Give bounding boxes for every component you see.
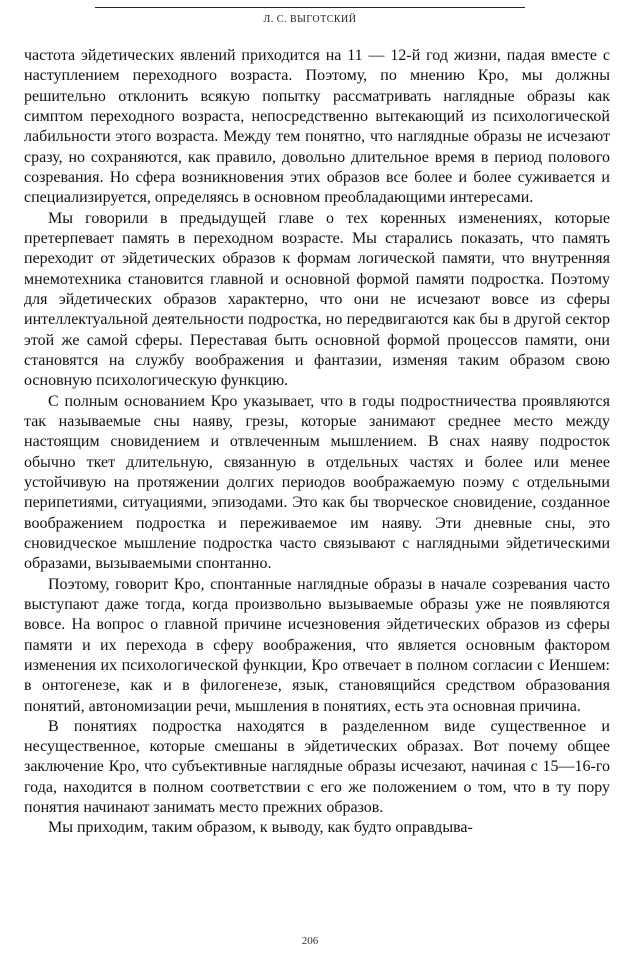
paragraph: Мы говорили в предыдущей главе о тех коренных изменениях, которые претерпевает память в переходном возрасте. Мы старались показать, что память переходит от эйдетических образов к формам логической памяти, что внутренняя мнемотехника становится главной и основной формой памяти подростка. Поэтому для эйдетических образов характерно, что они не исчезают вовсе из сферы интеллектуальной деятельности подростка, но передвигаются как бы в другой сектор этой же самой сферы. Переставая быть основной формой процессов памяти, они становятся на службу воображения и фантазии, изменяя таким образом свою основную психологическую функцию. — [24, 209, 610, 390]
body-text — [24, 46, 610, 839]
paragraph: Мы приходим, таким образом, к выводу, как будто оправдыва- — [48, 819, 473, 837]
paragraph: частота эйдетических явлений приходится на 11 — 12-й год жизни, падая вместе с наступлением переходного возраста. Поэтому, по мнению Кро, мы должны решительно отклонить всякую попытку рассматривать наглядные образы как симптом переходного возраста, непосредственно вытекающий из психологической лабильности этого возраста. Между тем понятно, что наглядные образы не исчезают сразу, но сохраняются, как правило, довольно длительное время в период полового созревания. Но сфера возникновения этих образов все более и более суживается и специализируется, определяясь в основном преобладающими интересами. — [24, 47, 610, 207]
page-number: 206 — [301, 935, 319, 947]
running-head: Л. С. ВЫГОТСКИЙ — [263, 14, 357, 25]
paragraph: С полным основанием Кро указывает, что в годы подростничества проявляются так называемые сны наяву, грезы, которые занимают среднее место между настоящим сновидением и отвлеченным мышлением. В снах наяву подросток обычно ткет длительную, связанную в отдельных частях и более или менее устойчивую на протяжении долгих периодов воображаемую поэму с отдельными перипетиями, ситуациями, эпизодами. Это как бы творческое сновидение, созданное воображением подростка и переживаемое им наяву. Эти дневные сны, это сновидческое мышление подростка часто связывают с наглядными эйдетическими образами, вызываемыми спонтанно. — [24, 392, 610, 573]
paragraph: Поэтому, говорит Кро, спонтанные наглядные образы в начале созревания часто выступают даже тогда, когда произвольно вызываемые образы уже не появляются вовсе. На вопрос о главной причине исчезновения эйдетических образов из сферы памяти и их перехода в сферу воображения, что является основным фактором изменения их психологической функции, Кро отвечает в полном согласии с Иеншем: в онтогенезе, как и в филогенезе, язык, становящийся средством образования понятий, автономизации речи, мышления в понятиях, есть эта основная причина. — [24, 575, 610, 715]
header-rule — [95, 7, 525, 8]
paragraph: В понятиях подростка находятся в разделенном виде существенное и несущественное, которые смешаны в эйдетических образах. Вот почему общее заключение Кро, что субъективные наглядные образы исчезают, начиная с 15—16-го года, находится в полном соответствии с его же положением о том, что в ту пору понятия начинают занимать место прежних образов. — [24, 717, 610, 817]
